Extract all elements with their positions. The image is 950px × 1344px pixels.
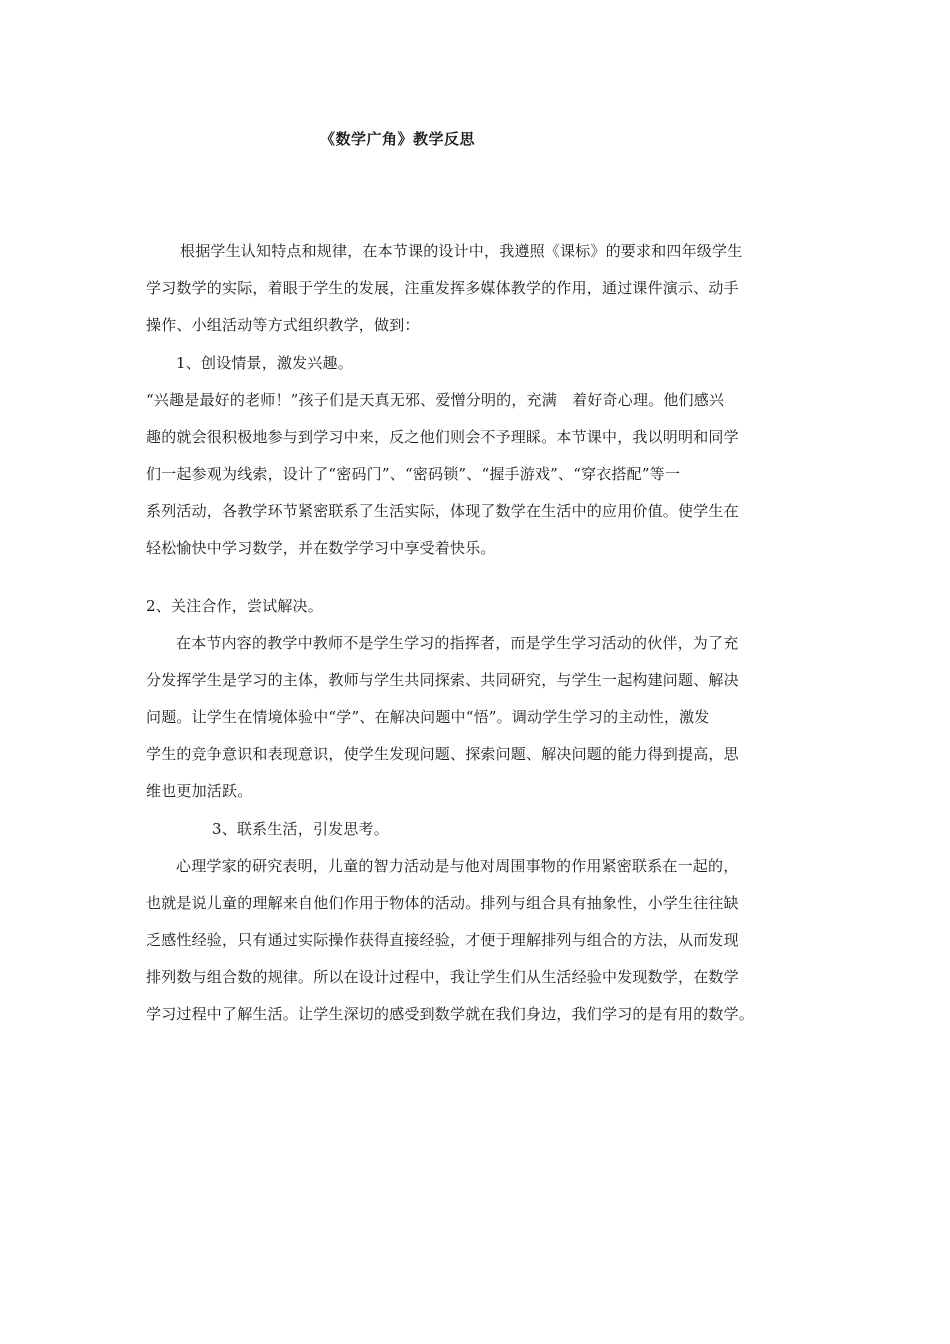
paragraph-line: 心理学家的研究表明，儿童的智力活动是与他对周围事物的作用紧密联系在一起的，: [176, 857, 739, 875]
paragraph-line: 在本节内容的教学中教师不是学生学习的指挥者，而是学生学习活动的伙伴，为了充: [176, 634, 739, 652]
paragraph-line: 也就是说儿童的理解来自他们作用于物体的活动。排列与组合具有抽象性，小学生往往缺: [146, 894, 739, 912]
paragraph-line: 趣的就会很积极地参与到学习中来，反之他们则会不予理睬。本节课中，我以明明和同学: [146, 428, 739, 446]
paragraph-line: 分发挥学生是学习的主体，教师与学生共同探索、共同研究，与学生一起构建问题、解决: [146, 671, 739, 689]
section-heading: 3、联系生活，引发思考。: [212, 820, 389, 838]
intro-line: 操作、小组活动等方式组织教学，做到：: [146, 316, 420, 334]
document-title: 《数学广角》教学反思: [320, 130, 476, 148]
intro-paragraph: [146, 233, 816, 344]
paragraph-line: 学生的竞争意识和表现意识，使学生发现问题、探索问题、解决问题的能力得到提高，思: [146, 745, 739, 763]
paragraph-line: “兴趣是最好的老师！”孩子们是天真无邪、爱憎分明的，充满 着好奇心理。他们感兴: [146, 391, 725, 409]
section-1: [146, 345, 816, 567]
paragraph-line: 维也更加活跃。: [146, 782, 253, 800]
paragraph-line: 们一起参观为线索，设计了“密码门”、“密码锁”、“握手游戏”、“穿衣搭配”等一: [146, 465, 681, 483]
section-heading: 1、创设情景，激发兴趣。: [176, 354, 353, 372]
paragraph-line: 轻松愉快中学习数学，并在数学学习中享受着快乐。: [146, 539, 496, 557]
paragraph-line: 排列数与组合数的规律。所以在设计过程中，我让学生们从生活经验中发现数学，在数学: [146, 968, 739, 986]
paragraph-line: 乏感性经验，只有通过实际操作获得直接经验，才便于理解排列与组合的方法，从而发现: [146, 931, 739, 949]
paragraph-line: 问题。让学生在情境体验中“学”、在解决问题中“悟”。调动学生学习的主动性，激发: [146, 708, 710, 726]
section-heading: 2、关注合作，尝试解决。: [146, 597, 323, 615]
paragraph-line: 学习过程中了解生活。让学生深切的感受到数学就在我们身边，我们学习的是有用的数学。: [146, 1005, 755, 1023]
intro-line: 根据学生认知特点和规律，在本节课的设计中，我遵照《课标》的要求和四年级学生: [180, 242, 743, 260]
intro-line: 学习数学的实际，着眼于学生的发展，注重发挥多媒体教学的作用，通过课件演示、动手: [146, 279, 739, 297]
section-3: [146, 811, 816, 1033]
section-2: [146, 588, 816, 810]
paragraph-line: 系列活动，各教学环节紧密联系了生活实际，体现了数学在生活中的应用价值。使学生在: [146, 502, 739, 520]
